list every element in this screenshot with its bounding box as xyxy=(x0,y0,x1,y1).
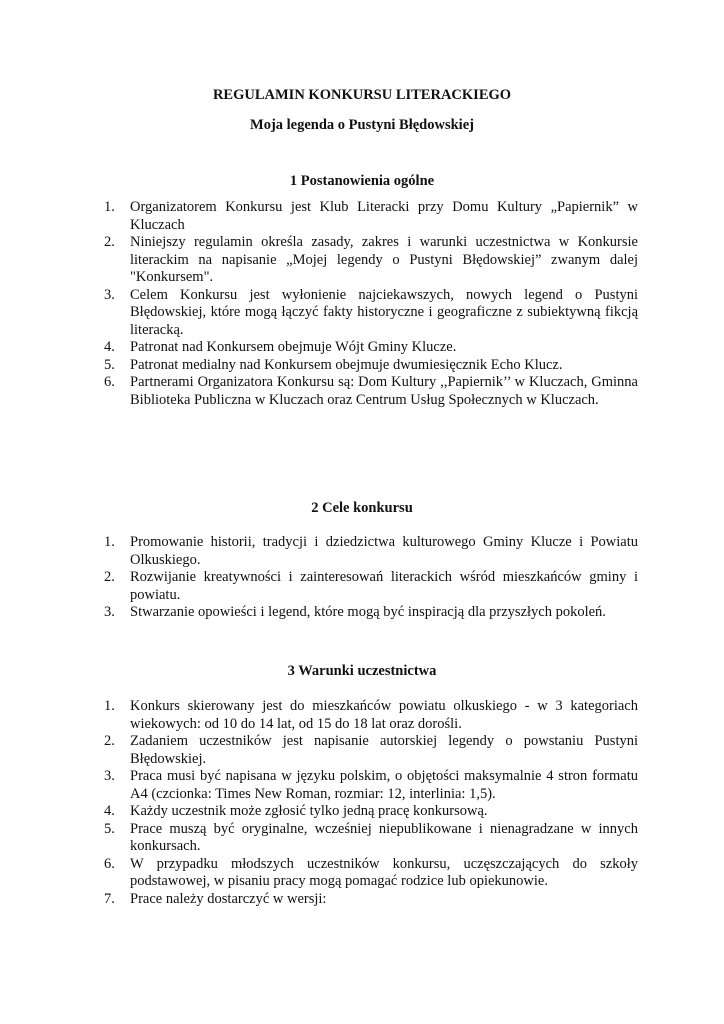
list-item-text: Prace muszą być oryginalne, wcześniej niepublikowane i nienagradzane w innych konkursach. xyxy=(130,820,638,854)
list-item-number: 1. xyxy=(104,698,115,714)
list-item xyxy=(0,768,724,803)
list-item-text: Patronat nad Konkursem obejmuje Wójt Gminy Klucze. xyxy=(130,339,457,355)
participation-conditions-list xyxy=(0,698,724,908)
list-item-text: Praca musi być napisana w języku polskim, o objętości maksymalnie 4 stron formatu A4 (czcionka: Times New Roman, rozmiar: 12, interlinia: 1,5). xyxy=(130,768,638,802)
list-item-text: Stwarzanie opowieści i legend, które mogą być inspiracją dla przyszłych pokoleń. xyxy=(130,604,606,620)
list-item-number: 1. xyxy=(104,199,115,215)
list-item xyxy=(0,234,724,287)
list-item-number: 5. xyxy=(104,820,115,837)
list-item xyxy=(0,287,724,340)
list-item-number: 1. xyxy=(104,534,115,550)
document-subtitle: Moja legenda o Pustyni Błędowskiej xyxy=(250,117,474,133)
list-item-number: 6. xyxy=(104,374,115,390)
list-item-text: W przypadku młodszych uczestników konkursu, uczęszczających do szkoły podstawowej, w pisaniu pracy mogą pomagać rodzice lub opiekunowie. xyxy=(130,855,638,889)
list-item-number: 6. xyxy=(104,855,115,872)
section-heading-general-provisions: 1 Postanowienia ogólne xyxy=(289,173,435,189)
list-item-number: 2. xyxy=(104,234,115,250)
section-heading-participation-conditions: 3 Warunki uczestnictwa xyxy=(287,663,437,679)
list-item xyxy=(0,733,724,768)
list-item-text: Konkurs skierowany jest do mieszkańców powiatu olkuskiego - w 3 kategoriach wiekowych: od 10 do 14 lat, od 15 do 18 lat oraz dorośli. xyxy=(130,698,638,732)
list-item-number: 2. xyxy=(104,733,115,749)
list-item-number: 2. xyxy=(104,569,115,585)
section-heading-contest-goals: 2 Cele konkursu xyxy=(311,500,413,516)
list-item xyxy=(0,821,724,856)
list-item-text: Patronat medialny nad Konkursem obejmuje dwumiesięcznik Echo Klucz. xyxy=(130,356,563,373)
list-item xyxy=(0,604,724,622)
list-item-text: Każdy uczestnik może zgłosić tylko jedną pracę konkursową. xyxy=(130,803,488,819)
list-item-number: 5. xyxy=(104,356,115,373)
list-item-text: Partnerami Organizatora Konkursu są: Dom Kultury ,,Papiernik’’ w Kluczach, Gminna Biblioteka Publiczna w Kluczach oraz Centrum Usług Społecznych w Kluczach. xyxy=(130,374,638,408)
list-item xyxy=(0,534,724,569)
list-item-number: 4. xyxy=(104,803,115,819)
document-title: REGULAMIN KONKURSU LITERACKIEGO xyxy=(212,87,512,103)
list-item-text: Zadaniem uczestników jest napisanie autorskiej legendy o powstaniu Pustyni Błędowskiej. xyxy=(130,733,638,767)
contest-goals-list xyxy=(0,534,724,622)
list-item-text: Niniejszy regulamin określa zasady, zakres i warunki uczestnictwa w Konkursie literackim na napisanie „Mojej legendy o Pustyni Błędowskiej” zwanym dalej "Konkursem". xyxy=(130,234,638,285)
list-item xyxy=(0,803,724,821)
list-item-number: 3. xyxy=(104,604,115,620)
list-item-text: Celem Konkursu jest wyłonienie najciekawszych, nowych legend o Pustyni Błędowskiej, które mogą łączyć fakty historyczne i geograficzne z subiektywną fikcją literacką. xyxy=(130,286,638,338)
list-item xyxy=(0,698,724,733)
list-item-text: Organizatorem Konkursu jest Klub Literacki przy Domu Kultury „Papiernik” w Kluczach xyxy=(130,199,638,233)
list-item-number: 3. xyxy=(104,768,115,784)
list-item xyxy=(0,891,724,909)
list-item xyxy=(0,374,724,409)
list-item-text: Prace należy dostarczyć w wersji: xyxy=(130,890,327,907)
list-item-number: 7. xyxy=(104,890,115,907)
list-item-number: 3. xyxy=(104,286,115,303)
list-item-number: 4. xyxy=(104,339,115,355)
list-item-text: Promowanie historii, tradycji i dziedzictwa kulturowego Gminy Klucze i Powiatu Olkuskiego. xyxy=(130,534,638,568)
list-item xyxy=(0,856,724,891)
list-item-text: Rozwijanie kreatywności i zainteresowań literackich wśród mieszkańców gminy i powiatu. xyxy=(130,569,638,603)
list-item xyxy=(0,339,724,357)
list-item xyxy=(0,357,724,375)
general-provisions-list xyxy=(0,199,724,409)
list-item xyxy=(0,199,724,234)
list-item xyxy=(0,569,724,604)
